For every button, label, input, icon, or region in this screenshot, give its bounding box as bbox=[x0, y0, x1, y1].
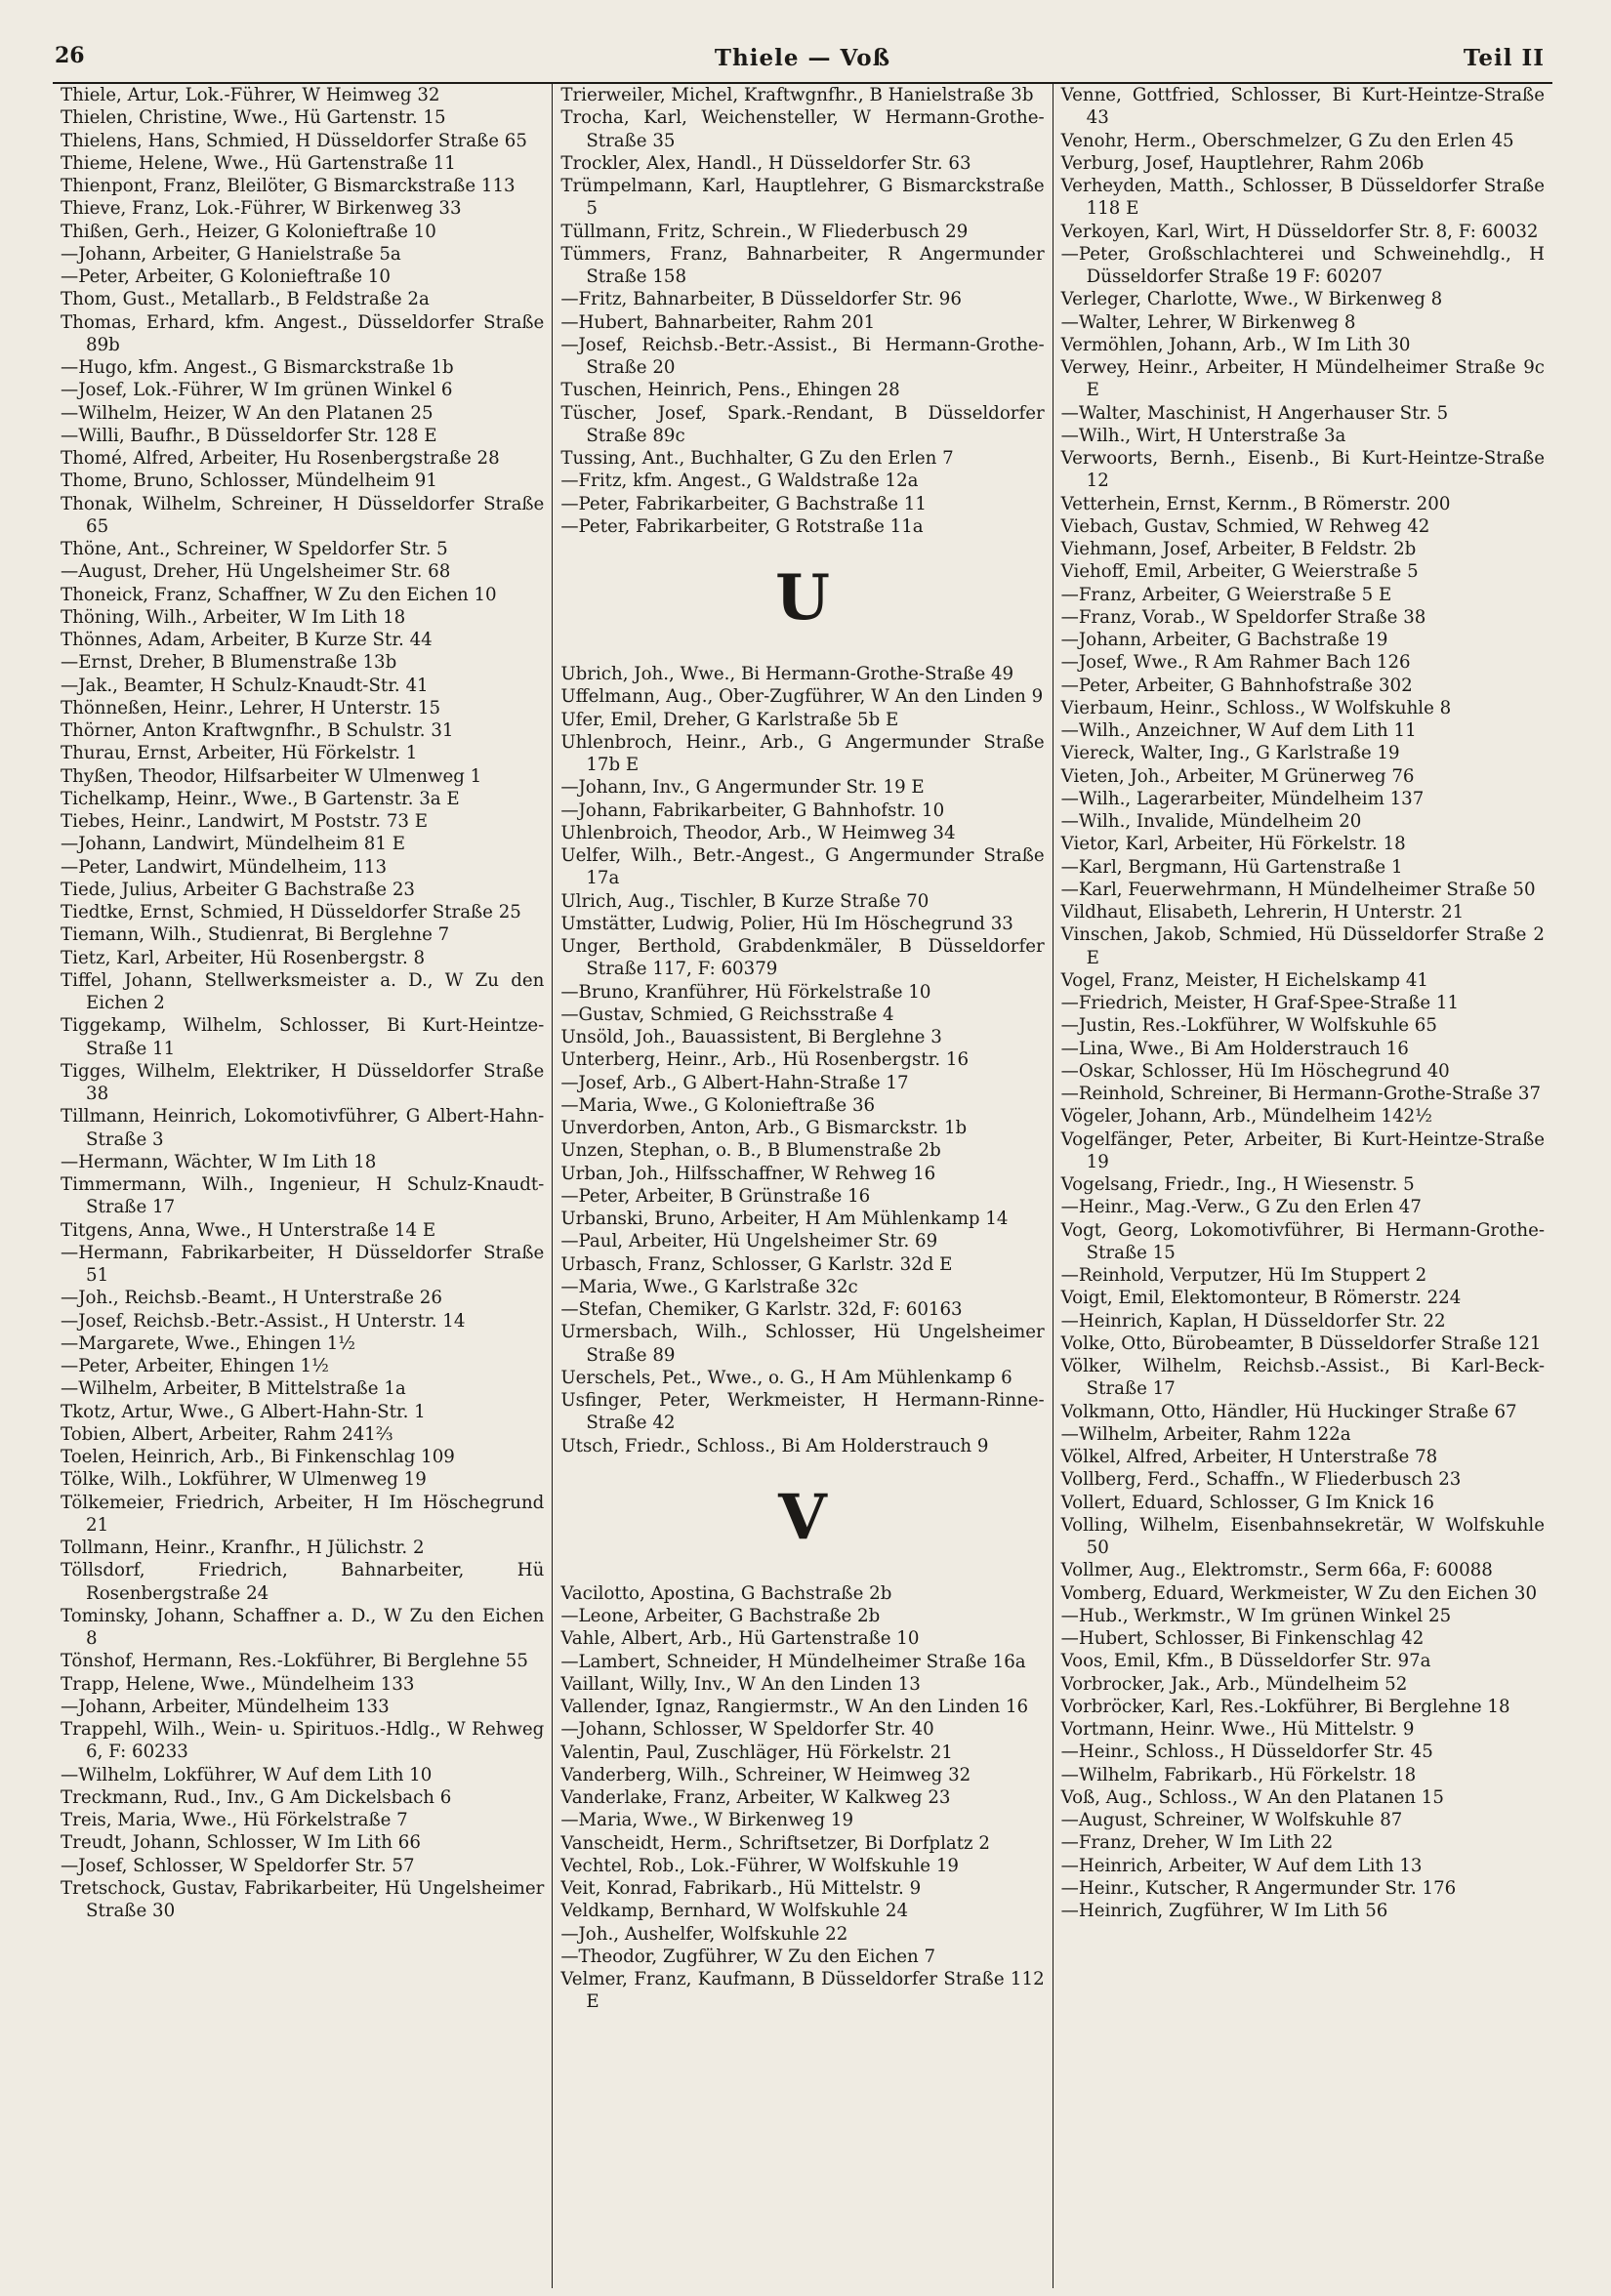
directory-entry: Vetterhein, Ernst, Kernm., B Römerstr. 200 bbox=[1060, 493, 1451, 514]
directory-entry: Verwey, Heinr., Arbeiter, H Mündelheimer Straße 9c E bbox=[1060, 357, 1545, 401]
directory-entry: Ufer, Emil, Dreher, G Karlstraße 5b E bbox=[560, 709, 899, 730]
directory-entry: Tietz, Karl, Arbeiter, Hü Rosenbergstr. 8 bbox=[61, 947, 426, 968]
directory-entry: —Wilh., Lagerarbeiter, Mündelheim 137 bbox=[1060, 788, 1425, 809]
directory-entry: Vanscheidt, Herm., Schriftsetzer, Bi Dorfplatz 2 bbox=[560, 1832, 990, 1854]
directory-entry: —Josef, Arb., G Albert-Hahn-Straße 17 bbox=[560, 1072, 909, 1093]
directory-entry: Vildhaut, Elisabeth, Lehrerin, H Unterstr. 21 bbox=[1060, 902, 1465, 922]
directory-entry: Tiemann, Wilh., Studienrat, Bi Berglehne 7 bbox=[61, 924, 450, 946]
directory-entry: Tüllmann, Fritz, Schrein., W Fliederbusch 29 bbox=[560, 221, 969, 242]
directory-entry: —Reinhold, Schreiner, Bi Hermann-Grothe-Straße 37 bbox=[1060, 1084, 1542, 1104]
directory-entry: Uhlenbroch, Heinr., Arb., G Angermunder Straße 17b E bbox=[560, 731, 1045, 775]
directory-entry: Thiele, Artur, Lok.-Führer, W Heimweg 32 bbox=[61, 85, 440, 105]
directory-entry: —Joh., Reichsb.-Beamt., H Unterstraße 26 bbox=[61, 1288, 442, 1309]
directory-entry: —Josef, Lok.-Führer, W Im grünen Winkel 6 bbox=[61, 380, 453, 401]
directory-entry: Voos, Emil, Kfm., B Düsseldorfer Str. 97a bbox=[1060, 1651, 1431, 1672]
directory-entry: Tretschock, Gustav, Fabrikarbeiter, Hü Ungelsheimer Straße 30 bbox=[61, 1877, 545, 1921]
directory-entry: Thielen, Christine, Wwe., Hü Gartenstr. 15 bbox=[61, 107, 446, 129]
directory-entry: Thienpont, Franz, Bleilöter, G Bismarckstraße 113 bbox=[61, 176, 516, 196]
directory-entry: Tominsky, Johann, Schaffner a. D., W Zu den Eichen 8 bbox=[61, 1605, 545, 1649]
directory-entry: —Karl, Feuerwehrmann, H Mündelheimer Straße 50 bbox=[1060, 879, 1536, 900]
directory-entry: Timmermann, Wilh., Ingenieur, H Schulz-Knaudt-Straße 17 bbox=[61, 1174, 545, 1218]
directory-entry: Urban, Joh., Hilfsschaffner, W Rehweg 16 bbox=[560, 1163, 936, 1184]
directory-entry: Urbanski, Bruno, Arbeiter, H Am Mühlenkamp 14 bbox=[560, 1209, 1009, 1229]
directory-entry: Thyßen, Theodor, Hilfsarbeiter W Ulmenweg 1 bbox=[61, 765, 482, 787]
directory-entry: —Walter, Lehrer, W Birkenweg 8 bbox=[1060, 311, 1356, 333]
directory-entry: —Wilhelm, Fabrikarb., Hü Förkelstr. 18 bbox=[1060, 1764, 1417, 1785]
directory-entry: Toelen, Heinrich, Arb., Bi Finkenschlag 109 bbox=[61, 1447, 455, 1467]
directory-entry: Vallender, Ignaz, Rangiermstr., W An den Linden 16 bbox=[560, 1697, 1029, 1717]
directory-entry: Valentin, Paul, Zuschläger, Hü Förkelstr. 21 bbox=[560, 1742, 953, 1763]
directory-entry: —Hugo, kfm. Angest., G Bismarckstraße 1b bbox=[61, 357, 454, 378]
directory-entry: Treckmann, Rud., Inv., G Am Dickelsbach 6 bbox=[61, 1786, 452, 1808]
directory-entry: —Johann, Landwirt, Mündelheim 81 E bbox=[61, 834, 405, 855]
directory-entry: Trocha, Karl, Weichensteller, W Hermann-Grothe-Straße 35 bbox=[560, 107, 1045, 151]
section-letter-v: V bbox=[778, 1480, 827, 1554]
directory-entry: —Wilh., Invalide, Mündelheim 20 bbox=[1060, 811, 1362, 832]
column-3 bbox=[1053, 84, 1552, 2288]
directory-entry: —Hubert, Bahnarbeiter, Rahm 201 bbox=[560, 311, 876, 333]
directory-entry: Vogel, Franz, Meister, H Eichelskamp 41 bbox=[1060, 969, 1428, 991]
directory-entry: Tichelkamp, Heinr., Wwe., B Gartenstr. 3a E bbox=[61, 788, 460, 809]
directory-entry: —Johann, Arbeiter, G Bachstraße 19 bbox=[1060, 630, 1388, 650]
directory-entry: Trappehl, Wilh., Wein- u. Spirituos.-Hdlg., W Rehweg 6, F: 60233 bbox=[61, 1719, 545, 1763]
directory-entry: Thielens, Hans, Schmied, H Düsseldorfer Straße 65 bbox=[61, 130, 527, 151]
directory-entry: Treudt, Johann, Schlosser, W Im Lith 66 bbox=[61, 1832, 421, 1854]
directory-entry: Uelfer, Wilh., Betr.-Angest., G Angermunder Straße 17a bbox=[560, 845, 1045, 889]
directory-entry: Voß, Aug., Schloss., W An den Platanen 15 bbox=[1060, 1786, 1444, 1808]
directory-entry: —Reinhold, Verputzer, Hü Im Stuppert 2 bbox=[1060, 1265, 1427, 1286]
directory-entry: —Peter, Arbeiter, G Kolonieftraße 10 bbox=[61, 266, 391, 287]
directory-entry: Thieve, Franz, Lok.-Führer, W Birkenweg 33 bbox=[61, 198, 462, 220]
directory-entry: Thonak, Wilhelm, Schreiner, H Düsseldorfer Straße 65 bbox=[61, 493, 545, 537]
directory-entry: —Wilhelm, Lokführer, W Auf dem Lith 10 bbox=[61, 1764, 433, 1785]
directory-entry: Volke, Otto, Bürobeamter, B Düsseldorfer Straße 121 bbox=[1060, 1332, 1542, 1354]
directory-entry: Vermöhlen, Johann, Arb., W Im Lith 30 bbox=[1060, 334, 1411, 355]
directory-entry: Vortmann, Heinr. Wwe., Hü Mittelstr. 9 bbox=[1060, 1719, 1415, 1740]
directory-entry: —Heinr., Kutscher, R Angermunder Str. 176 bbox=[1060, 1877, 1457, 1899]
directory-entry: —Johann, Arbeiter, G Hanielstraße 5a bbox=[61, 243, 401, 265]
directory-entry: Tigges, Wilhelm, Elektriker, H Düsseldorfer Straße 38 bbox=[61, 1060, 545, 1104]
directory-entry: —Theodor, Zugführer, W Zu den Eichen 7 bbox=[560, 1946, 936, 1967]
directory-entry: Tobien, Albert, Arbeiter, Rahm 241⅔ bbox=[61, 1423, 393, 1445]
directory-entry: Thomas, Erhard, kfm. Angest., Düsseldorfer Straße 89b bbox=[61, 311, 545, 355]
directory-entry: —Johann, Inv., G Angermunder Str. 19 E bbox=[560, 777, 925, 799]
directory-entry: Veit, Konrad, Fabrikarb., Hü Mittelstr. 9 bbox=[560, 1878, 922, 1899]
directory-entry: Verheyden, Matth., Schlosser, B Düsseldorfer Straße 118 E bbox=[1060, 176, 1545, 220]
directory-entry: —Maria, Wwe., G Karlstraße 32c bbox=[560, 1276, 858, 1297]
directory-entry: —Maria, Wwe., W Birkenweg 19 bbox=[560, 1810, 854, 1831]
directory-entry: Tüscher, Josef, Spark.-Rendant, B Düsseldorfer Straße 89c bbox=[560, 402, 1045, 446]
directory-entry: Vorbrocker, Jak., Arb., Mündelheim 52 bbox=[1060, 1673, 1408, 1695]
directory-entry: Viehoff, Emil, Arbeiter, G Weierstraße 5 bbox=[1060, 561, 1419, 583]
directory-entry: Veldkamp, Bernhard, W Wolfskuhle 24 bbox=[560, 1901, 909, 1922]
directory-entry: Vahle, Albert, Arb., Hü Gartenstraße 10 bbox=[560, 1628, 920, 1650]
directory-entry: —Josef, Schlosser, W Speldorfer Str. 57 bbox=[61, 1855, 415, 1876]
directory-entry: Trümpelmann, Karl, Hauptlehrer, G Bismarckstraße 5 bbox=[560, 176, 1045, 220]
directory-entry: Tuschen, Heinrich, Pens., Ehingen 28 bbox=[560, 380, 900, 401]
directory-entry: Vacilotto, Apostina, G Bachstraße 2b bbox=[560, 1582, 892, 1604]
directory-entry: Tollmann, Heinr., Kranfhr., H Jülichstr. 2 bbox=[61, 1538, 425, 1558]
directory-entry: —Gustav, Schmied, G Reichsstraße 4 bbox=[560, 1004, 894, 1025]
directory-entry: —Bruno, Kranführer, Hü Förkelstraße 10 bbox=[560, 981, 931, 1003]
directory-entry: —Walter, Maschinist, H Angerhauser Str. 5 bbox=[1060, 402, 1449, 424]
directory-entry: —Heinr., Schloss., H Düsseldorfer Str. 45 bbox=[1060, 1742, 1433, 1763]
directory-entry: —Franz, Vorab., W Speldorfer Straße 38 bbox=[1060, 606, 1426, 628]
directory-entry: Vierbaum, Heinr., Schloss., W Wolfskuhle 8 bbox=[1060, 697, 1452, 718]
directory-entry: Vollert, Eduard, Schlosser, G Im Knick 16 bbox=[1060, 1492, 1434, 1513]
directory-entry: —August, Schreiner, W Wolfskuhle 87 bbox=[1060, 1810, 1403, 1830]
directory-entry: Unzen, Stephan, o. B., B Blumenstraße 2b bbox=[560, 1140, 941, 1162]
directory-entry: Titgens, Anna, Wwe., H Unterstraße 14 E bbox=[61, 1219, 436, 1241]
directory-entry: —Hermann, Fabrikarbeiter, H Düsseldorfer Straße 51 bbox=[61, 1242, 545, 1286]
directory-entry: —Leone, Arbeiter, G Bachstraße 2b bbox=[560, 1606, 881, 1626]
directory-entry: Thörner, Anton Kraftwgnfhr., B Schulstr. 31 bbox=[61, 720, 454, 741]
part-label: Teil II bbox=[1463, 45, 1545, 71]
directory-entry: —Peter, Fabrikarbeiter, G Bachstraße 11 bbox=[560, 493, 927, 514]
directory-entry: Tillmann, Heinrich, Lokomotivführer, G Albert-Hahn-Straße 3 bbox=[61, 1106, 545, 1150]
directory-entry: Tümmers, Franz, Bahnarbeiter, R Angermunder Straße 158 bbox=[560, 243, 1045, 287]
directory-entry: Tönshof, Hermann, Res.-Lokführer, Bi Berglehne 55 bbox=[61, 1651, 528, 1672]
column-1 bbox=[53, 84, 552, 2288]
directory-entry: Unverdorben, Anton, Arb., G Bismarckstr. 1b bbox=[560, 1118, 968, 1138]
directory-entry: —Justin, Res.-Lokführer, W Wolfskuhle 65 bbox=[1060, 1015, 1437, 1037]
directory-entry: Vollmer, Aug., Elektromstr., Serm 66a, F: 60088 bbox=[1060, 1560, 1493, 1581]
directory-entry: Umstätter, Ludwig, Polier, Hü Im Höschegrund 33 bbox=[560, 913, 1013, 934]
directory-entry: —Hermann, Wächter, W Im Lith 18 bbox=[61, 1151, 377, 1172]
directory-entry: Trierweiler, Michel, Kraftwgnfhr., B Hanielstraße 3b bbox=[560, 85, 1034, 105]
directory-entry: —Hubert, Schlosser, Bi Finkenschlag 42 bbox=[1060, 1628, 1425, 1649]
directory-entry: —Friedrich, Meister, H Graf-Spee-Straße 11 bbox=[1060, 993, 1460, 1013]
directory-entry: Trockler, Alex, Handl., H Düsseldorfer Str. 63 bbox=[560, 152, 971, 174]
directory-entry: Ubrich, Joh., Wwe., Bi Hermann-Grothe-Straße 49 bbox=[560, 664, 1014, 684]
columns bbox=[53, 84, 1552, 2288]
directory-entry: —Paul, Arbeiter, Hü Ungelsheimer Str. 69 bbox=[560, 1231, 938, 1252]
directory-entry: Vögeler, Johann, Arb., Mündelheim 142½ bbox=[1060, 1106, 1432, 1128]
directory-entry: Volling, Wilhelm, Eisenbahnsekretär, W Wolfskuhle 50 bbox=[1060, 1514, 1545, 1558]
directory-entry: —Franz, Dreher, W Im Lith 22 bbox=[1060, 1832, 1334, 1854]
directory-entry: Vietor, Karl, Arbeiter, Hü Förkelstr. 18 bbox=[1060, 834, 1406, 855]
directory-entry: —Josef, Reichsb.-Betr.-Assist., H Unterstr. 14 bbox=[61, 1310, 466, 1332]
directory-entry: Treis, Maria, Wwe., Hü Förkelstraße 7 bbox=[61, 1810, 408, 1830]
directory-entry: Vanderberg, Wilh., Schreiner, W Heimweg 32 bbox=[560, 1764, 971, 1785]
directory-entry: —Karl, Bergmann, Hü Gartenstraße 1 bbox=[1060, 856, 1403, 878]
directory-entry: —Wilh., Wirt, H Unterstraße 3a bbox=[1060, 425, 1346, 446]
directory-entry: —Heinrich, Kaplan, H Düsseldorfer Str. 22 bbox=[1060, 1310, 1446, 1332]
directory-entry: —Maria, Wwe., G Kolonieftraße 36 bbox=[560, 1094, 876, 1116]
directory-entry: —Wilhelm, Arbeiter, B Mittelstraße 1a bbox=[61, 1378, 406, 1400]
directory-entry: —Johann, Arbeiter, Mündelheim 133 bbox=[61, 1696, 390, 1717]
directory-entry: Vorbröcker, Karl, Res.-Lokführer, Bi Berglehne 18 bbox=[1060, 1696, 1510, 1717]
directory-entry: —Lambert, Schneider, H Mündelheimer Straße 16a bbox=[560, 1651, 1026, 1672]
directory-entry: Vanderlake, Franz, Arbeiter, W Kalkweg 23 bbox=[560, 1787, 951, 1808]
directory-entry: —Willi, Baufhr., B Düsseldorfer Str. 128 E bbox=[61, 425, 437, 446]
directory-entry: Urbasch, Franz, Schlosser, G Karlstr. 32d E bbox=[560, 1253, 953, 1275]
directory-entry: Venne, Gottfried, Schlosser, Bi Kurt-Heintze-Straße 43 bbox=[1060, 85, 1545, 129]
directory-entry: Unsöld, Joh., Bauassistent, Bi Berglehne 3 bbox=[560, 1027, 942, 1047]
directory-entry: Ulrich, Aug., Tischler, B Kurze Straße 70 bbox=[560, 890, 929, 912]
directory-entry: Tiffel, Johann, Stellwerksmeister a. D., W Zu den Eichen 2 bbox=[61, 969, 545, 1013]
directory-entry: —Wilhelm, Heizer, W An den Platanen 25 bbox=[61, 402, 434, 424]
directory-entry: Thome, Bruno, Schlosser, Mündelheim 91 bbox=[61, 471, 437, 492]
directory-entry: —Jak., Beamter, H Schulz-Knaudt-Str. 41 bbox=[61, 675, 429, 696]
directory-entry: Vollberg, Ferd., Schaffn., W Fliederbusch 23 bbox=[1060, 1469, 1462, 1491]
directory-entry: —Josef, Wwe., R Am Rahmer Bach 126 bbox=[1060, 652, 1411, 674]
directory-entry: —Ernst, Dreher, B Blumenstraße 13b bbox=[61, 652, 397, 674]
directory-entry: —Hub., Werkmstr., W Im grünen Winkel 25 bbox=[1060, 1605, 1452, 1626]
directory-entry: Velmer, Franz, Kaufmann, B Düsseldorfer Straße 112 E bbox=[560, 1969, 1045, 2013]
directory-entry: Viebach, Gustav, Schmied, W Rehweg 42 bbox=[1060, 515, 1430, 537]
directory-entry: Vomberg, Eduard, Werkmeister, W Zu den Eichen 30 bbox=[1060, 1582, 1538, 1604]
directory-entry: Vogelfänger, Peter, Arbeiter, Bi Kurt-Heintze-Straße 19 bbox=[1060, 1128, 1545, 1172]
directory-entry: Venohr, Herm., Oberschmelzer, G Zu den Erlen 45 bbox=[1060, 130, 1514, 151]
directory-entry: —Oskar, Schlosser, Hü Im Höschegrund 40 bbox=[1060, 1060, 1450, 1082]
directory-entry: Tölkemeier, Friedrich, Arbeiter, H Im Höschegrund 21 bbox=[61, 1492, 545, 1536]
directory-entry: Tiedtke, Ernst, Schmied, H Düsseldorfer Straße 25 bbox=[61, 902, 521, 922]
directory-entry: Verleger, Charlotte, Wwe., W Birkenweg 8 bbox=[1060, 289, 1443, 310]
directory-entry: —Peter, Landwirt, Mündelheim, 113 bbox=[61, 856, 388, 878]
directory-entry: —Wilh., Anzeichner, W Auf dem Lith 11 bbox=[1060, 720, 1417, 741]
directory-entry: —Johann, Schlosser, W Speldorfer Str. 40 bbox=[560, 1719, 934, 1741]
running-head: Thiele — Voß bbox=[714, 45, 891, 71]
directory-entry: —Wilhelm, Arbeiter, Rahm 122a bbox=[1060, 1423, 1351, 1445]
directory-entry: —Lina, Wwe., Bi Am Holderstrauch 16 bbox=[1060, 1038, 1409, 1059]
column-2 bbox=[552, 84, 1052, 2288]
directory-entry: Volkmann, Otto, Händler, Hü Huckinger Straße 67 bbox=[1060, 1401, 1517, 1422]
directory-entry: Vogt, Georg, Lokomotivführer, Bi Hermann-Grothe-Straße 15 bbox=[1060, 1219, 1545, 1263]
directory-entry: —Johann, Fabrikarbeiter, G Bahnhofstr. 10 bbox=[560, 800, 945, 821]
directory-entry: Thönneßen, Heinr., Lehrer, H Unterstr. 15 bbox=[61, 697, 441, 718]
directory-entry: Tiebes, Heinr., Landwirt, M Poststr. 73 E bbox=[61, 811, 429, 832]
directory-entry: Uerschels, Pet., Wwe., o. G., H Am Mühlenkamp 6 bbox=[560, 1367, 1012, 1388]
directory-entry: Voigt, Emil, Elektomonteur, B Römerstr. 224 bbox=[1060, 1288, 1462, 1309]
directory-entry: —Peter, Arbeiter, Ehingen 1½ bbox=[61, 1356, 329, 1376]
directory-entry: —Josef, Reichsb.-Betr.-Assist., Bi Hermann-Grothe-Straße 20 bbox=[560, 334, 1045, 378]
directory-entry: Vechtel, Rob., Lok.-Führer, W Wolfskuhle 19 bbox=[560, 1855, 959, 1876]
directory-entry: Utsch, Friedr., Schloss., Bi Am Holderstrauch 9 bbox=[560, 1435, 989, 1456]
directory-entry: Usfinger, Peter, Werkmeister, H Hermann-Rinne-Straße 42 bbox=[560, 1390, 1045, 1434]
directory-entry: Unterberg, Heinr., Arb., Hü Rosenbergstr. 16 bbox=[560, 1049, 970, 1071]
directory-entry: Urmersbach, Wilh., Schlosser, Hü Ungelsheimer Straße 89 bbox=[560, 1322, 1045, 1366]
directory-entry: Töllsdorf, Friedrich, Bahnarbeiter, Hü Rosenbergstraße 24 bbox=[61, 1560, 545, 1604]
directory-entry: Völker, Wilhelm, Reichsb.-Assist., Bi Karl-Beck-Straße 17 bbox=[1060, 1356, 1545, 1400]
directory-entry: —Peter, Fabrikarbeiter, G Rotstraße 11a bbox=[560, 515, 924, 537]
directory-entry: —August, Dreher, Hü Ungelsheimer Str. 68 bbox=[61, 561, 451, 583]
directory-entry: Völkel, Alfred, Arbeiter, H Unterstraße 78 bbox=[1060, 1447, 1438, 1467]
directory-entry: Vogelsang, Friedr., Ing., H Wiesenstr. 5 bbox=[1060, 1174, 1415, 1195]
directory-entry: Viereck, Walter, Ing., G Karlstraße 19 bbox=[1060, 743, 1400, 764]
directory-entry: Verburg, Josef, Hauptlehrer, Rahm 206b bbox=[1060, 152, 1425, 174]
directory-entry: Viehmann, Josef, Arbeiter, B Feldstr. 2b bbox=[1060, 539, 1417, 559]
directory-entry: —Heinr., Mag.-Verw., G Zu den Erlen 47 bbox=[1060, 1197, 1422, 1218]
directory-entry: —Fritz, Bahnarbeiter, B Düsseldorfer Str. 96 bbox=[560, 289, 962, 310]
directory-entry: —Margarete, Wwe., Ehingen 1½ bbox=[61, 1332, 355, 1354]
directory-entry: Thöne, Ant., Schreiner, W Speldorfer Str. 5 bbox=[61, 539, 448, 559]
directory-entry: Trapp, Helene, Wwe., Mündelheim 133 bbox=[61, 1673, 415, 1695]
directory-entry: Vinschen, Jakob, Schmied, Hü Düsseldorfer Straße 2 E bbox=[1060, 924, 1545, 968]
directory-entry: —Peter, Arbeiter, B Grünstraße 16 bbox=[560, 1185, 871, 1207]
directory-entry: —Peter, Arbeiter, G Bahnhofstraße 302 bbox=[1060, 675, 1413, 696]
directory-entry: —Heinrich, Arbeiter, W Auf dem Lith 13 bbox=[1060, 1855, 1423, 1876]
directory-entry: Thurau, Ernst, Arbeiter, Hü Förkelstr. 1 bbox=[61, 743, 418, 764]
section-letter-u: U bbox=[775, 561, 830, 635]
directory-entry: —Peter, Großschlachterei und Schweinehdlg., H Düsseldorfer Straße 19 F: 60207 bbox=[1060, 243, 1545, 287]
directory-entry: Thom, Gust., Metallarb., B Feldstraße 2a bbox=[61, 289, 430, 310]
directory-entry: Unger, Berthold, Grabdenkmäler, B Düsseldorfer Straße 117, F: 60379 bbox=[560, 936, 1045, 980]
page-header bbox=[53, 35, 1552, 84]
directory-entry: Thöning, Wilh., Arbeiter, W Im Lith 18 bbox=[61, 606, 406, 628]
directory-entry: Verwoorts, Bernh., Eisenb., Bi Kurt-Heintze-Straße 12 bbox=[1060, 448, 1545, 492]
directory-entry: Thomé, Alfred, Arbeiter, Hu Rosenbergstraße 28 bbox=[61, 448, 500, 469]
directory-entry: Tölke, Wilh., Lokführer, W Ulmenweg 19 bbox=[61, 1469, 427, 1491]
directory-entry: Thoneick, Franz, Schaffner, W Zu den Eichen 10 bbox=[61, 584, 497, 605]
directory-entry: Vaillant, Willy, Inv., W An den Linden 13 bbox=[560, 1673, 921, 1695]
directory-entry: —Heinrich, Zugführer, W Im Lith 56 bbox=[1060, 1901, 1388, 1921]
directory-entry: —Joh., Aushelfer, Wolfskuhle 22 bbox=[560, 1923, 848, 1945]
directory-entry: Tussing, Ant., Buchhalter, G Zu den Erlen 7 bbox=[560, 448, 954, 469]
directory-entry: Thieme, Helene, Wwe., Hü Gartenstraße 11 bbox=[61, 152, 456, 174]
directory-entry: Tiede, Julius, Arbeiter G Bachstraße 23 bbox=[61, 879, 415, 900]
directory-entry: Thönnes, Adam, Arbeiter, B Kurze Str. 44 bbox=[61, 630, 433, 650]
directory-entry: —Stefan, Chemiker, G Karlstr. 32d, F: 60163 bbox=[560, 1299, 963, 1320]
directory-entry: Uhlenbroich, Theodor, Arb., W Heimweg 34 bbox=[560, 822, 956, 843]
directory-entry: Thißen, Gerh., Heizer, G Kolonieftraße 10 bbox=[61, 221, 436, 242]
directory-entry: Uffelmann, Aug., Ober-Zugführer, W An den Linden 9 bbox=[560, 686, 1044, 708]
page-number: 26 bbox=[55, 43, 85, 68]
directory-entry: Tkotz, Artur, Wwe., G Albert-Hahn-Str. 1 bbox=[61, 1401, 426, 1422]
directory-entry: Tiggekamp, Wilhelm, Schlosser, Bi Kurt-Heintze-Straße 11 bbox=[61, 1015, 545, 1059]
directory-entry: Verkoyen, Karl, Wirt, H Düsseldorfer Str. 8, F: 60032 bbox=[1060, 221, 1539, 242]
directory-entry: —Fritz, kfm. Angest., G Waldstraße 12a bbox=[560, 471, 919, 492]
directory-entry: Vieten, Joh., Arbeiter, M Grünerweg 76 bbox=[1060, 765, 1415, 787]
directory-entry: —Franz, Arbeiter, G Weierstraße 5 E bbox=[1060, 584, 1392, 605]
